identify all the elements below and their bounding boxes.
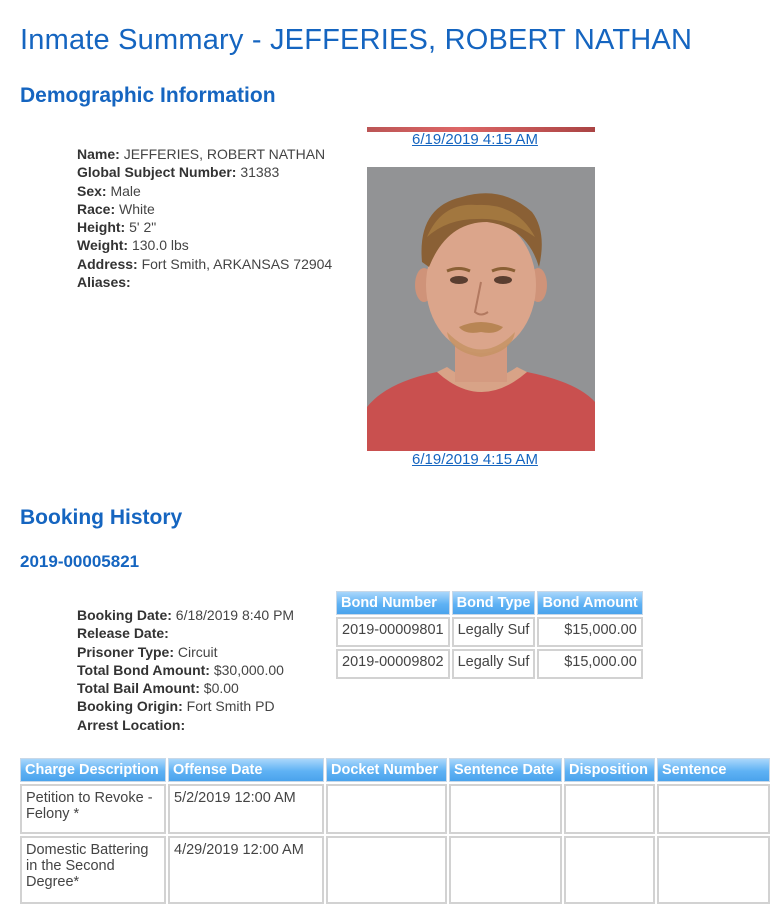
bond-number-cell: 2019-00009802 [336,649,450,679]
field-name: Name: JEFFERIES, ROBERT NATHAN [77,146,326,162]
field-height: Height: 5' 2" [77,219,157,236]
field-race: Race: White [77,200,155,217]
col-charge-description[interactable]: Charge Description [20,758,166,782]
demographics-fields [77,145,332,291]
field-booking-date: Booking Date: 6/18/2019 8:40 PM [77,607,295,623]
page-title: Inmate Summary - JEFFERIES, ROBERT NATHAN [20,24,693,56]
field-total-bond-amount: Total Bond Amount: $30,000.00 [77,661,284,678]
bond-type-cell: Legally Suf [452,649,536,679]
offense-date-cell: 4/29/2019 12:00 AM [168,836,324,904]
field-booking-origin: Booking Origin: Fort Smith PD [77,698,275,715]
col-sentence[interactable]: Sentence [657,758,770,782]
booking-history-heading: Booking History [20,506,183,529]
field-sex: Sex: Male [77,182,141,199]
disposition-cell [564,784,655,834]
disposition-cell [564,836,655,904]
field-total-bail-amount: Total Bail Amount: $0.00 [77,680,239,697]
mugshot-image [367,167,595,451]
field-weight: Weight: 130.0 lbs [77,237,189,254]
bond-table-header [336,591,643,615]
col-docket-number[interactable]: Docket Number [326,758,447,782]
sentence-date-cell [449,784,562,834]
field-address: Address: Fort Smith, ARKANSAS 72904 [77,255,333,272]
charge-table-wrapper [18,756,727,915]
charge-description-cell: Domestic Battering in the Second Degree* [20,836,166,904]
photo-date-link-2[interactable]: 6/19/2019 4:15 AM [412,451,538,468]
bond-number-cell: 2019-00009801 [336,617,450,647]
field-aliases: Aliases: [77,274,131,291]
sentence-cell [657,836,770,904]
sentence-date-cell [449,836,562,904]
field-prisoner-type: Prisoner Type: Circuit [77,643,218,660]
bond-type-cell: Legally Suf [452,617,536,647]
col-bond-number[interactable]: Bond Number [336,591,450,615]
booking-number: 2019-00005821 [20,552,140,571]
demographics-heading: Demographic Information [20,84,276,107]
table-row [336,617,643,647]
charge-table-header [20,758,770,782]
offense-date-cell: 5/2/2019 12:00 AM [168,784,324,834]
mugshot-photo[interactable] [367,167,595,451]
bond-amount-cell: $15,000.00 [537,649,642,679]
charge-description-cell: Petition to Revoke - Felony * [20,784,166,834]
bond-table [334,589,645,681]
sentence-cell [657,784,770,834]
docket-number-cell [326,836,447,904]
field-global-subject-number: Global Subject Number: 31383 [77,164,280,181]
bond-amount-cell: $15,000.00 [537,617,642,647]
field-release-date: Release Date: [77,625,169,642]
col-disposition[interactable]: Disposition [564,758,655,782]
table-row [20,836,770,904]
table-row [20,784,770,834]
col-offense-date[interactable]: Offense Date [168,758,324,782]
field-arrest-location: Arrest Location: [77,716,186,733]
docket-number-cell [326,784,447,834]
photo-date-link-1[interactable]: 6/19/2019 4:15 AM [412,131,538,148]
col-sentence-date[interactable]: Sentence Date [449,758,562,782]
booking-fields [77,606,294,734]
col-bond-amount[interactable]: Bond Amount [537,591,642,615]
table-row [336,649,643,679]
charge-table [18,756,772,906]
col-bond-type[interactable]: Bond Type [452,591,536,615]
